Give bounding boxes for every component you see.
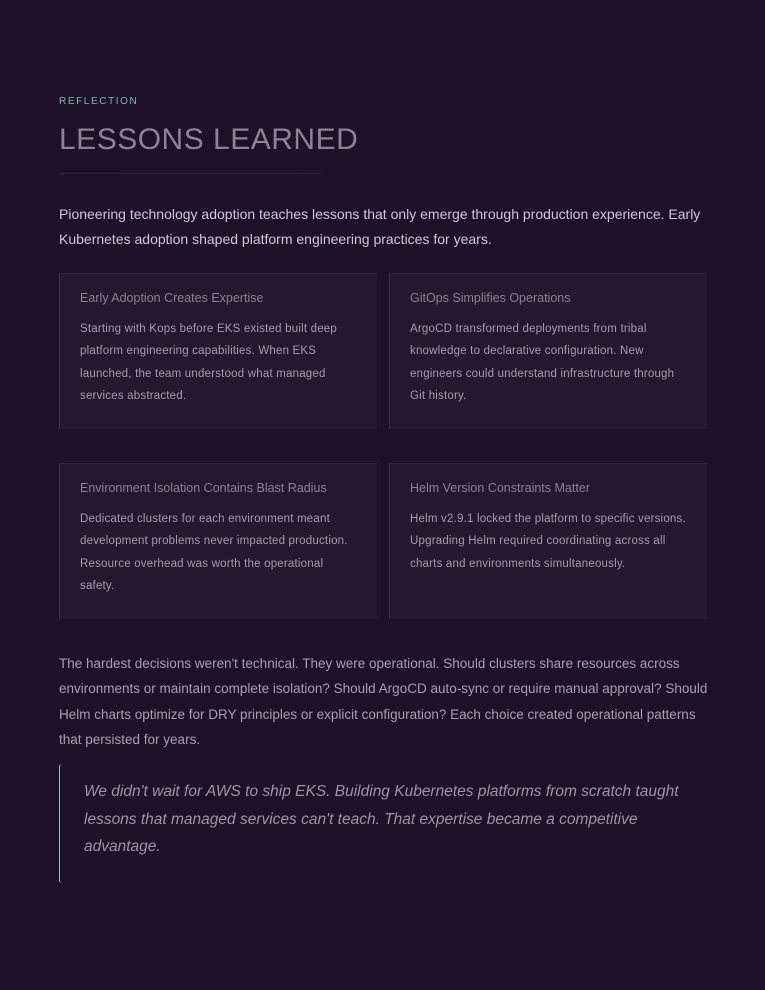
lesson-card-gitops bbox=[389, 273, 707, 429]
pull-quote bbox=[59, 764, 707, 883]
lesson-card-title: GitOps Simplifies Operations bbox=[410, 291, 571, 305]
lesson-card-title: Helm Version Constraints Matter bbox=[410, 481, 590, 495]
section-eyebrow: REFLECTION bbox=[59, 96, 139, 107]
lesson-card-body: Helm v2.9.1 locked the platform to specific versions. Upgrading Helm required coordinating across all charts and environments simultaneously. bbox=[410, 513, 686, 570]
lesson-card-title: Environment Isolation Contains Blast Radius bbox=[80, 481, 327, 495]
lesson-card-body: ArgoCD transformed deployments from tribal knowledge to declarative configuration. New engineers could understand infrastructure through Git history. bbox=[410, 323, 675, 402]
lesson-card-helm-version bbox=[389, 463, 707, 619]
lesson-card-environment-isolation bbox=[59, 463, 377, 619]
lesson-card-body: Starting with Kops before EKS existed built deep platform engineering capabilities. When EKS launched, the team understood what managed services abstracted. bbox=[80, 323, 337, 402]
lesson-card-early-adoption bbox=[59, 273, 377, 429]
pull-quote-text: We didn't wait for AWS to ship EKS. Building Kubernetes platforms from scratch taught lessons that managed services can't teach. That expertise became a competitive advantage. bbox=[84, 783, 679, 855]
lessons-grid bbox=[59, 273, 707, 619]
lesson-card-title: Early Adoption Creates Expertise bbox=[80, 291, 264, 305]
title-divider bbox=[59, 173, 321, 174]
page-title: LESSONS LEARNED bbox=[59, 123, 359, 156]
lesson-card-body: Dedicated clusters for each environment meant development problems never impacted production. Resource overhead was worth the operational safety. bbox=[80, 513, 348, 592]
intro-paragraph: Pioneering technology adoption teaches lessons that only emerge through production experience. Early Kubernetes adoption shaped platform engineering practices for years. bbox=[59, 206, 701, 247]
body-paragraph: The hardest decisions weren't technical. They were operational. Should clusters share resources across environments or maintain complete isolation? Should ArgoCD auto-sync or require manual approval? Should Helm charts optimize for DRY principles or explicit configuration? Each choice created operational patterns that persisted for years. bbox=[59, 656, 708, 747]
